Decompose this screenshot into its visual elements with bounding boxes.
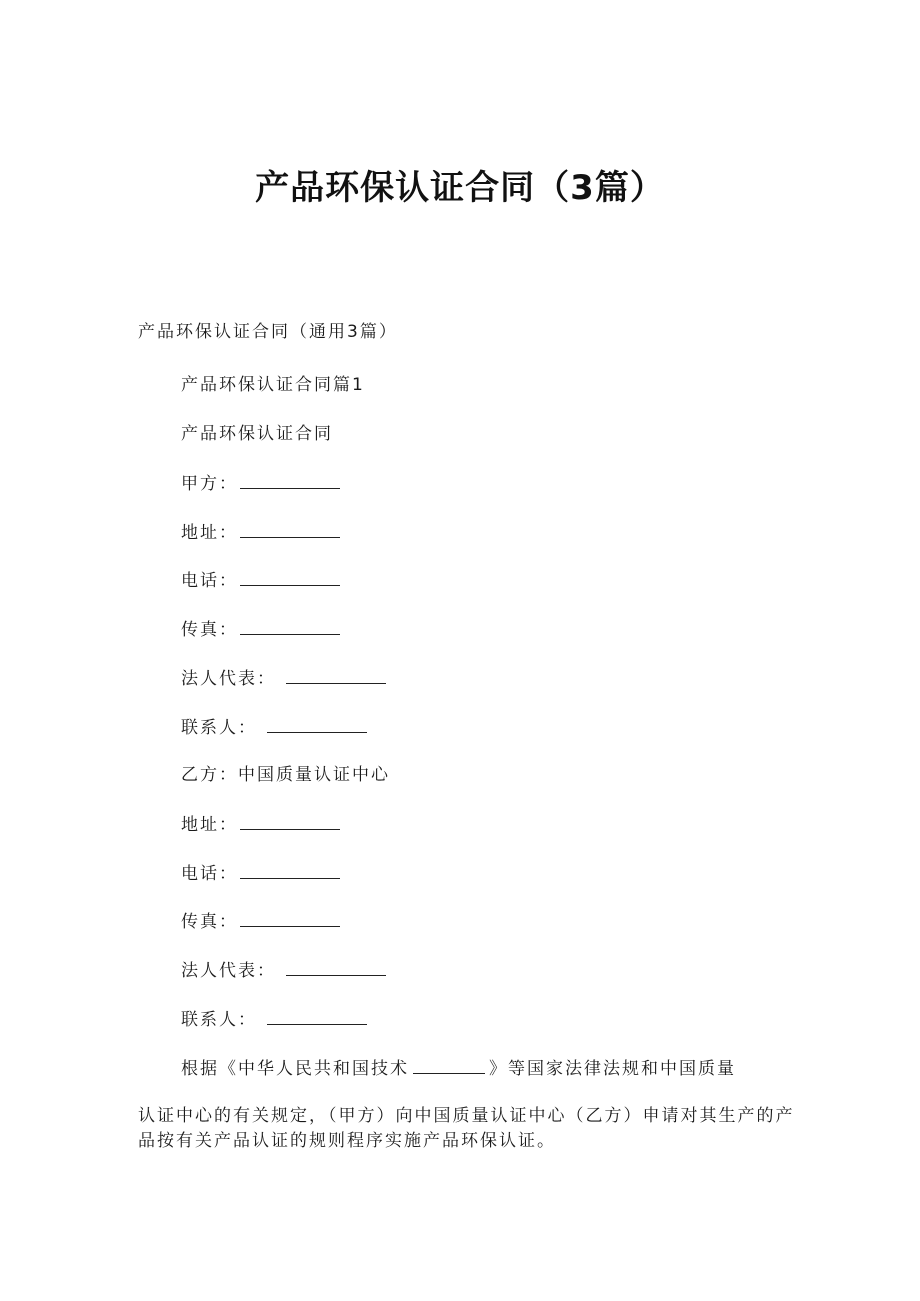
contract-name: 产品环保认证合同 (181, 424, 333, 444)
party-b-address-label: 地址： (181, 815, 238, 835)
party-b-contact-blank[interactable] (267, 1008, 367, 1025)
party-b-address-row (181, 813, 340, 836)
party-a-label: 甲方： (181, 474, 238, 494)
party-b-contact-row (181, 1008, 367, 1031)
party-b-fax-label: 传真： (181, 912, 238, 932)
party-a-contact-blank[interactable] (267, 716, 367, 733)
intro-line (181, 1057, 736, 1080)
party-b-legal-rep-blank[interactable] (286, 959, 386, 976)
document-title: 产品环保认证合同（3篇） (255, 168, 665, 208)
party-a-legal-rep-blank[interactable] (286, 667, 386, 684)
party-a-contact-label: 联系人： (181, 718, 257, 738)
party-b-phone-label: 电话： (181, 864, 238, 884)
party-a-address-row (181, 521, 340, 544)
party-a-contact-row (181, 716, 367, 739)
intro-after-blank: 》等国家法律法规和中国质量 (489, 1059, 736, 1079)
document-subtitle: 产品环保认证合同（通用3篇） (138, 322, 398, 342)
party-a-legal-rep-label: 法人代表： (181, 669, 276, 689)
party-b-address-blank[interactable] (240, 813, 340, 830)
law-name-blank[interactable] (413, 1057, 485, 1074)
party-b-fax-row (181, 910, 340, 933)
body-paragraph: 认证中心的有关规定，（甲方）向中国质量认证中心（乙方）申请对其生产的产品按有关产品认证的规则程序实施产品环保认证。 (138, 1106, 795, 1151)
party-a-address-label: 地址： (181, 523, 238, 543)
party-a-fax-label: 传真： (181, 620, 238, 640)
party-b-fax-blank[interactable] (240, 910, 340, 927)
party-a-fax-row (181, 618, 340, 641)
party-a-blank[interactable] (240, 472, 340, 489)
party-a-address-blank[interactable] (240, 521, 340, 538)
section-heading: 产品环保认证合同篇1 (181, 375, 365, 395)
party-a-phone-row (181, 569, 340, 592)
intro-before-blank: 根据《中华人民共和国技术 (181, 1059, 409, 1079)
party-b-label: 乙方：中国质量认证中心 (181, 765, 390, 785)
party-b-phone-row (181, 862, 340, 885)
party-b-legal-rep-row (181, 959, 386, 982)
party-b-contact-label: 联系人： (181, 1010, 257, 1030)
party-a-phone-label: 电话： (181, 571, 238, 591)
party-b-phone-blank[interactable] (240, 862, 340, 879)
party-a-phone-blank[interactable] (240, 569, 340, 586)
party-a-legal-rep-row (181, 667, 386, 690)
party-b-legal-rep-label: 法人代表： (181, 961, 276, 981)
party-a-row (181, 472, 340, 495)
party-a-fax-blank[interactable] (240, 618, 340, 635)
